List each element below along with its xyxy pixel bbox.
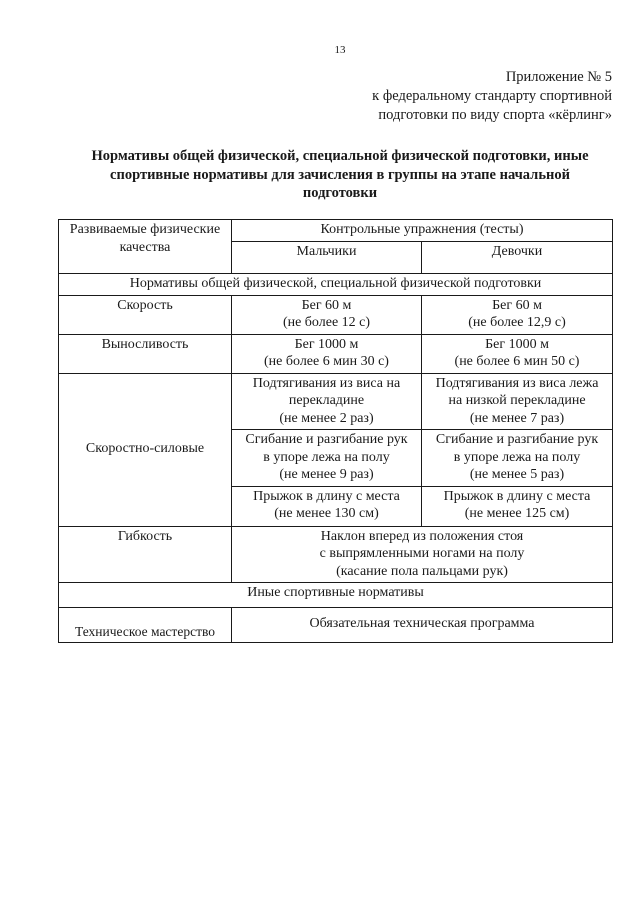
endurance-girls: Бег 1000 м (не более 6 мин 50 с) (422, 334, 613, 373)
table-row-flexibility (59, 526, 613, 583)
section-general-label: Нормативы общей физической, специальной физической подготовки (59, 274, 613, 296)
table-row-speed (59, 295, 613, 334)
header-tests: Контрольные упражнения (тесты) (232, 220, 613, 242)
jump-girls: Прыжок в длину с места (не менее 125 см) (422, 486, 613, 526)
pullups-girls: Подтягивания из виса лежа на низкой перекладине (не менее 7 раз) (422, 373, 613, 430)
jump-boys: Прыжок в длину с места (не менее 130 см) (232, 486, 422, 526)
quality-speed: Скорость (59, 295, 232, 334)
header-qualities: Развиваемые физические качества (59, 220, 232, 274)
norms-table (58, 219, 613, 643)
speed-boys: Бег 60 м (не более 12 с) (232, 295, 422, 334)
section-other-label: Иные спортивные нормативы (59, 583, 613, 608)
quality-speed-strength: Скоростно-силовые (59, 373, 232, 526)
pullups-boys: Подтягивания из виса на перекладине (не менее 2 раз) (232, 373, 422, 430)
quality-endurance: Выносливость (59, 334, 232, 373)
pushups-girls: Сгибание и разгибание рук в упоре лежа на полу (не менее 5 раз) (422, 430, 613, 487)
appendix-line-3: подготовки по виду спорта «кёрлинг» (378, 107, 612, 123)
endurance-boys: Бег 1000 м (не более 6 мин 30 с) (232, 334, 422, 373)
appendix-header (292, 68, 612, 125)
pushups-boys: Сгибание и разгибание рук в упоре лежа на полу (не менее 9 раз) (232, 430, 422, 487)
table-row-endurance (59, 334, 613, 373)
flexibility-test: Наклон вперед из положения стоя с выпрямленными ногами на полу (касание пола пальцами рук) (232, 526, 613, 583)
technique-value: Обязательная техническая программа (232, 607, 613, 643)
quality-flexibility: Гибкость (59, 526, 232, 583)
section-row-other (59, 583, 613, 608)
section-row-general (59, 274, 613, 296)
table-row-technique (59, 607, 613, 643)
title-line-1: Нормативы общей физической, специальной физической подготовки, иные (91, 148, 589, 164)
title-line-3: подготовки (302, 185, 378, 201)
page-number: 13 (334, 44, 346, 56)
document-title (60, 147, 620, 203)
speed-girls: Бег 60 м (не более 12,9 с) (422, 295, 613, 334)
table-row-pullups (59, 373, 613, 430)
header-girls: Девочки (422, 241, 613, 274)
appendix-line-1: Приложение № 5 (505, 69, 612, 85)
table-header-row (59, 220, 613, 242)
appendix-line-2: к федеральному стандарту спортивной (372, 88, 612, 104)
header-boys: Мальчики (232, 241, 422, 274)
quality-technique: Техническое мастерство (59, 607, 232, 643)
title-line-2: спортивные нормативы для зачисления в группы на этапе начальной (110, 166, 570, 183)
